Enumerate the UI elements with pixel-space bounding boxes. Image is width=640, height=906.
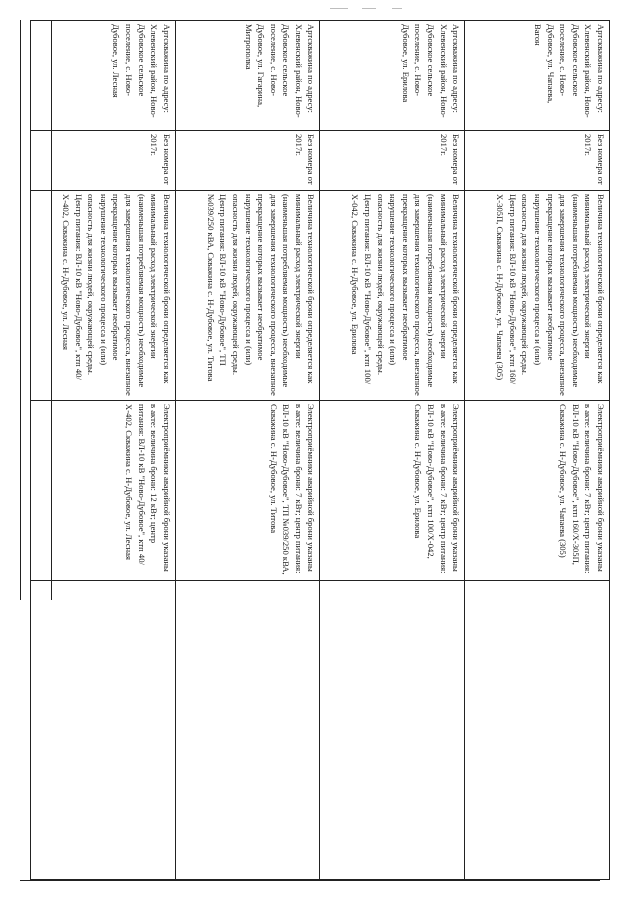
address-cell: Артскважина по адресу: Хлевенский район, Ново-Дубовское сельское поселение, с. Ново-Дубовое, ул. Лесная xyxy=(31,21,176,131)
address-cell: Артскважина по адресу: Хлевенский район, Ново-Дубовское сельское поселение, с. Ново-Дубовое, ул. Ерилова xyxy=(320,21,465,131)
address-cell: Артскважина по адресу: Хлевенский район, Ново-Дубовское сельское поселение, с. Ново-Дубовое, ул. Гагарина, Митрополка xyxy=(175,21,320,131)
emergency-reserve-cell: Электроприёмники аварийной брони указаны в акте: величина брони: 7 кВт; центр питания: ВЛ-10 кВ "Ново-Дубовое", ктп 160/Х-305П, Скважина с. Н-Дубовое, ул. Чапаева (305) xyxy=(465,401,610,581)
scan-artifact xyxy=(362,8,376,9)
empty-cell xyxy=(465,581,610,880)
tech-reserve-cell: Величина технологической брони определяется как минимальный расход электрической энергии (наименьшая потребляемая мощность) необходимые для завершения технологического процесса, внезапное прекращение которых вызывает необратимое нарушение технологического процесса и (или) опасность для жизни людей, окружающей среды. Центр питания: ВЛ-10 кВ "Ново-Дубовое", ктп 100/Х-042, Скважина с. Н-Дубовое, ул. Ерилова xyxy=(320,191,465,401)
empty-cell xyxy=(175,581,320,880)
emergency-reserve-cell: Электроприёмники аварийной брони указаны в акте: величина брони: 7 кВт; центр питания: ВЛ-10 кВ "Ново-Дубовое", ТП №039/250 кВА, Скважина с. Н-Дубовое, ул. Титова xyxy=(175,401,320,581)
table-row xyxy=(175,21,320,880)
tech-reserve-cell: Величина технологической брони определяется как минимальный расход электрической энергии (наименьшая потребляемая мощность) необходимые для завершения технологического процесса, внезапное прекращение которых вызывает необратимое нарушение технологического процесса и (или) опасность для жизни людей, окружающей среды. Центр питания: ВЛ-10 кВ "Ново-Дубовое", ТП №039/250 кВА, Скважина с. Н-Дубовое, ул. Титова xyxy=(175,191,320,401)
rotated-table-container xyxy=(30,20,610,880)
table-row xyxy=(31,21,176,880)
act-number-cell: Без номера от 2017г. xyxy=(320,131,465,191)
act-number-cell: Без номера от 2017г. xyxy=(31,131,176,191)
act-number-cell: Без номера от 2017г. xyxy=(175,131,320,191)
table-row xyxy=(320,21,465,880)
scan-artifact xyxy=(392,8,402,9)
tech-reserve-cell: Величина технологической брони определяется как минимальный расход электрической энергии (наименьшая потребляемая мощность) необходимые для завершения технологического процесса, внезапное прекращение которых вызывает необратимое нарушение технологического процесса и (или) опасность для жизни людей, окружающей среды. Центр питания: ВЛ-10 кВ "Ново-Дубовое", ктп 40/Х-402, Скважина с. Н-Дубовое, ул. Лесная xyxy=(31,191,176,401)
emergency-reserve-cell: Электроприёмники аварийной брони указаны в акте: величина брони: 7 кВт; центр питания: ВЛ-10 кВ "Ново-Дубовое", ктп 100/Х-042, Скважина с. Н-Дубовое, ул. Ерилова xyxy=(320,401,465,581)
empty-cell xyxy=(31,581,176,880)
reserve-table xyxy=(30,20,610,880)
emergency-reserve-cell: Электроприёмники аварийной брони указаны в акте: величина брони: 12 кВт; центр питания: ВЛ-10 кВ "Ново-Дубовое", ктп 40/Х-402, Скважина с. Н-Дубовое, ул. Лесная xyxy=(31,401,176,581)
tech-reserve-cell: Величина технологической брони определяется как минимальный расход электрической энергии (наименьшая потребляемая мощность) необходимые для завершения технологического процесса, внезапное прекращение которых вызывает необратимое нарушение технологического процесса и (или) опасность для жизни людей, окружающей среды. Центр питания: ВЛ-10 кВ "Ново-Дубовое", ктп 160/Х-305П, Скважина с. Н-Дубовое, ул. Чапаева (305) xyxy=(465,191,610,401)
act-number-cell: Без номера от 2017г. xyxy=(465,131,610,191)
empty-table-area xyxy=(20,20,52,600)
table-row xyxy=(465,21,610,880)
address-cell: Артскважина по адресу: Хлевенский район, Ново-Дубовское сельское поселение, с. Ново-Дубовое, ул. Чапаева, Вагон xyxy=(465,21,610,131)
bottom-rule xyxy=(20,880,600,881)
scan-artifact xyxy=(330,8,348,9)
empty-cell xyxy=(320,581,465,880)
